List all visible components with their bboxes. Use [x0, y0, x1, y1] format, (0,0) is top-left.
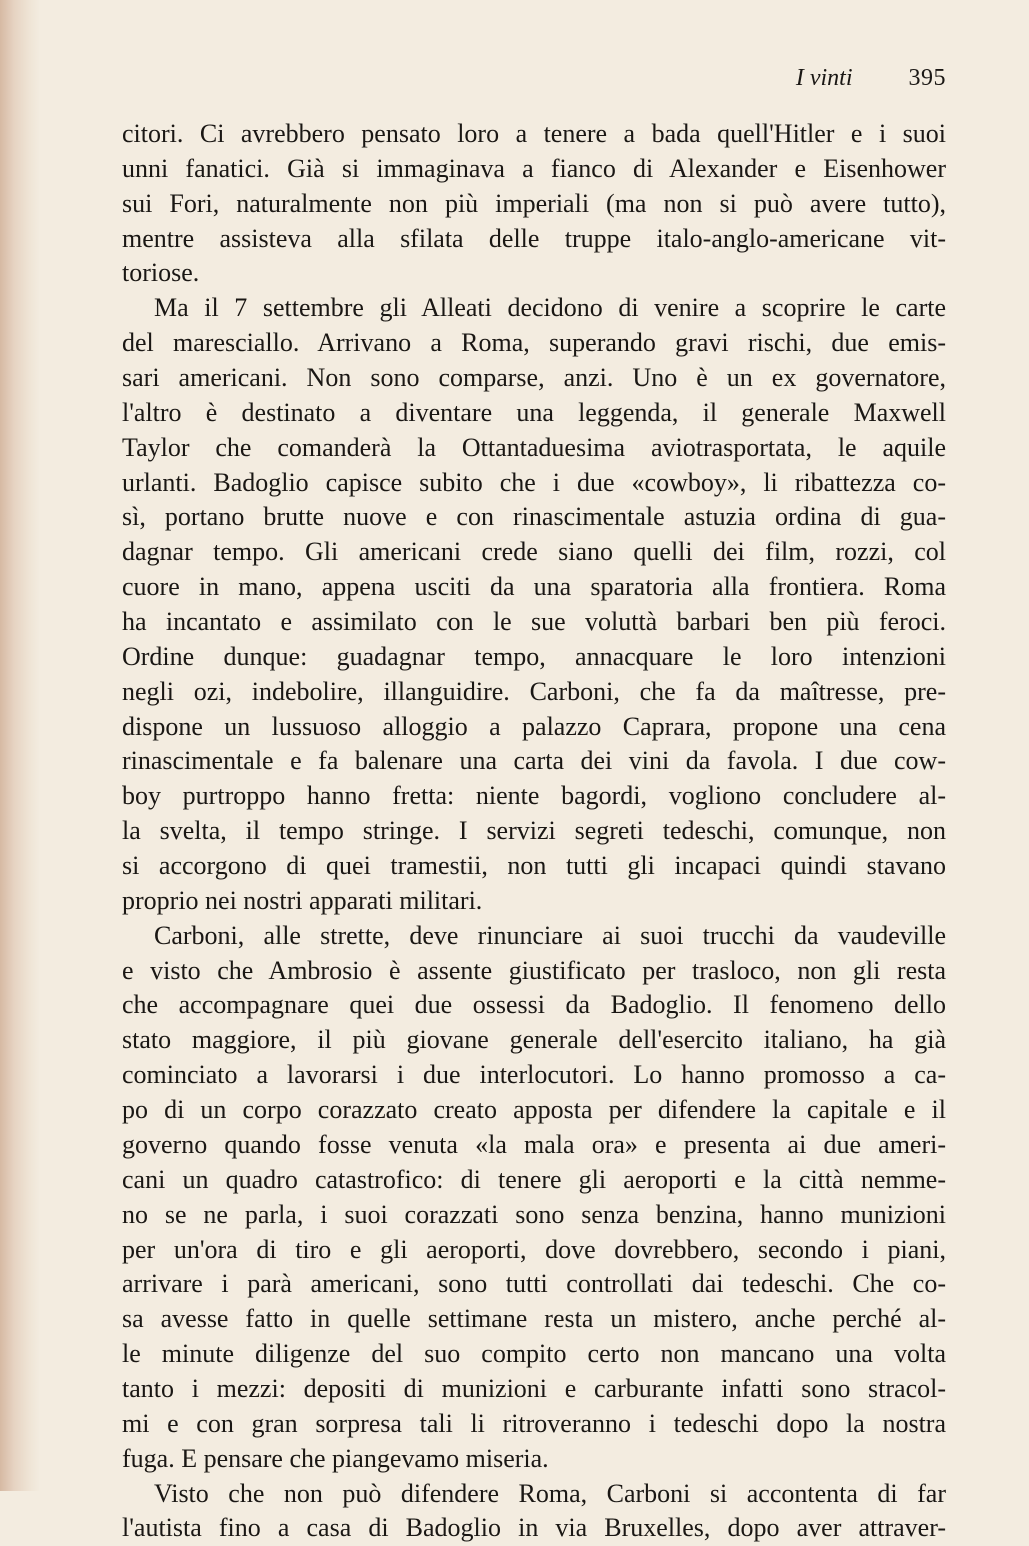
text-line: arrivare i parà americani, sono tutti controllati dai tedeschi. Che co-: [122, 1269, 946, 1299]
text-line: citori. Ci avrebbero pensato loro a tenere a bada quell'Hitler e i suoi: [122, 119, 946, 148]
body-text: [122, 117, 946, 1546]
text-line: dispone un lussuoso alloggio a palazzo Caprara, propone una cena: [122, 711, 946, 741]
text-line: sa avesse fatto in quelle settimane resta un mistero, anche perché al-: [122, 1304, 946, 1334]
text-line: l'altro è destinato a diventare una leggenda, il generale Maxwell: [122, 397, 946, 427]
text-line: cominciato a lavorarsi i due interlocutori. Lo hanno promosso a ca-: [122, 1060, 946, 1090]
text-line: Ordine dunque: guadagnar tempo, annacquare le loro intenzioni: [122, 641, 946, 671]
text-line: governo quando fosse venuta «la mala ora» e presenta ai due ameri-: [122, 1129, 946, 1159]
text-line: stato maggiore, il più giovane generale dell'esercito italiano, ha già: [122, 1025, 946, 1055]
text-line: del maresciallo. Arrivano a Roma, superando gravi rischi, due emis-: [122, 328, 946, 358]
paragraph: [122, 291, 946, 918]
text-line: unni fanatici. Già si immaginava a fianco di Alexander e Eisenhower: [122, 153, 946, 183]
page-number: 395: [908, 65, 946, 91]
running-head: [122, 62, 946, 94]
text-line: proprio nei nostri apparati militari.: [122, 885, 483, 915]
text-line: toriose.: [122, 258, 200, 288]
text-line: l'autista fino a casa di Badoglio in via Bruxelles, dopo aver attraver-: [122, 1513, 946, 1543]
text-line: Taylor che comanderà la Ottantaduesima aviotrasportata, le aquile: [122, 432, 946, 462]
text-line: sì, portano brutte nuove e con rinascimentale astuzia ordina di gua-: [122, 502, 946, 532]
paragraph: [122, 919, 946, 1477]
text-line: si accorgono di quei tramestii, non tutti gli incapaci quindi stavano: [122, 851, 946, 881]
paragraph: [122, 1477, 946, 1546]
text-line: sari americani. Non sono comparse, anzi. Uno è un ex governatore,: [122, 363, 946, 393]
text-line: Visto che non può difendere Roma, Carboni si accontenta di far: [154, 1478, 946, 1508]
text-line: negli ozi, indebolire, illanguidire. Carboni, che fa da maîtresse, pre-: [122, 676, 946, 706]
text-line: le minute diligenze del suo compito certo non mancano una volta: [122, 1339, 946, 1369]
text-line: dagnar tempo. Gli americani crede siano quelli dei film, rozzi, col: [122, 537, 946, 567]
text-line: urlanti. Badoglio capisce subito che i due «cowboy», li ribattezza co-: [122, 467, 946, 497]
paragraph: [122, 117, 946, 291]
text-line: e visto che Ambrosio è assente giustificato per trasloco, non gli resta: [122, 955, 946, 985]
text-line: tanto i mezzi: depositi di munizioni e carburante infatti sono stracol-: [122, 1373, 946, 1403]
text-line: sui Fori, naturalmente non più imperiali (ma non si può avere tutto),: [122, 188, 946, 218]
text-line: cani un quadro catastrofico: di tenere gli aeroporti e la città nemme-: [122, 1164, 946, 1194]
text-line: Ma il 7 settembre gli Alleati decidono di venire a scoprire le carte: [154, 293, 946, 323]
text-line: per un'ora di tiro e gli aeroporti, dove dovrebbero, secondo i piani,: [122, 1234, 946, 1264]
text-line: no se ne parla, i suoi corazzati sono senza benzina, hanno munizioni: [122, 1199, 946, 1229]
text-line: che accompagnare quei due ossessi da Badoglio. Il fenomeno dello: [122, 990, 946, 1020]
text-line: boy purtroppo hanno fretta: niente bagordi, vogliono concludere al-: [122, 781, 946, 811]
text-line: Carboni, alle strette, deve rinunciare ai suoi trucchi da vaudeville: [154, 920, 946, 950]
running-head-title: I vinti: [795, 65, 853, 91]
text-line: mi e con gran sorpresa tali li ritroveranno i tedeschi dopo la nostra: [122, 1408, 946, 1438]
text-line: cuore in mano, appena usciti da una sparatoria alla frontiera. Roma: [122, 572, 946, 602]
text-line: la svelta, il tempo stringe. I servizi segreti tedeschi, comunque, non: [122, 816, 946, 846]
text-line: po di un corpo corazzato creato apposta per difendere la capitale e il: [122, 1095, 946, 1125]
text-line: rinascimentale e fa balenare una carta dei vini da favola. I due cow-: [122, 746, 946, 776]
text-line: ha incantato e assimilato con le sue voluttà barbari ben più feroci.: [122, 607, 946, 637]
text-line: mentre assisteva alla sfilata delle truppe italo-anglo-americane vit-: [122, 223, 946, 253]
text-line: fuga. E pensare che piangevamo miseria.: [122, 1443, 549, 1473]
